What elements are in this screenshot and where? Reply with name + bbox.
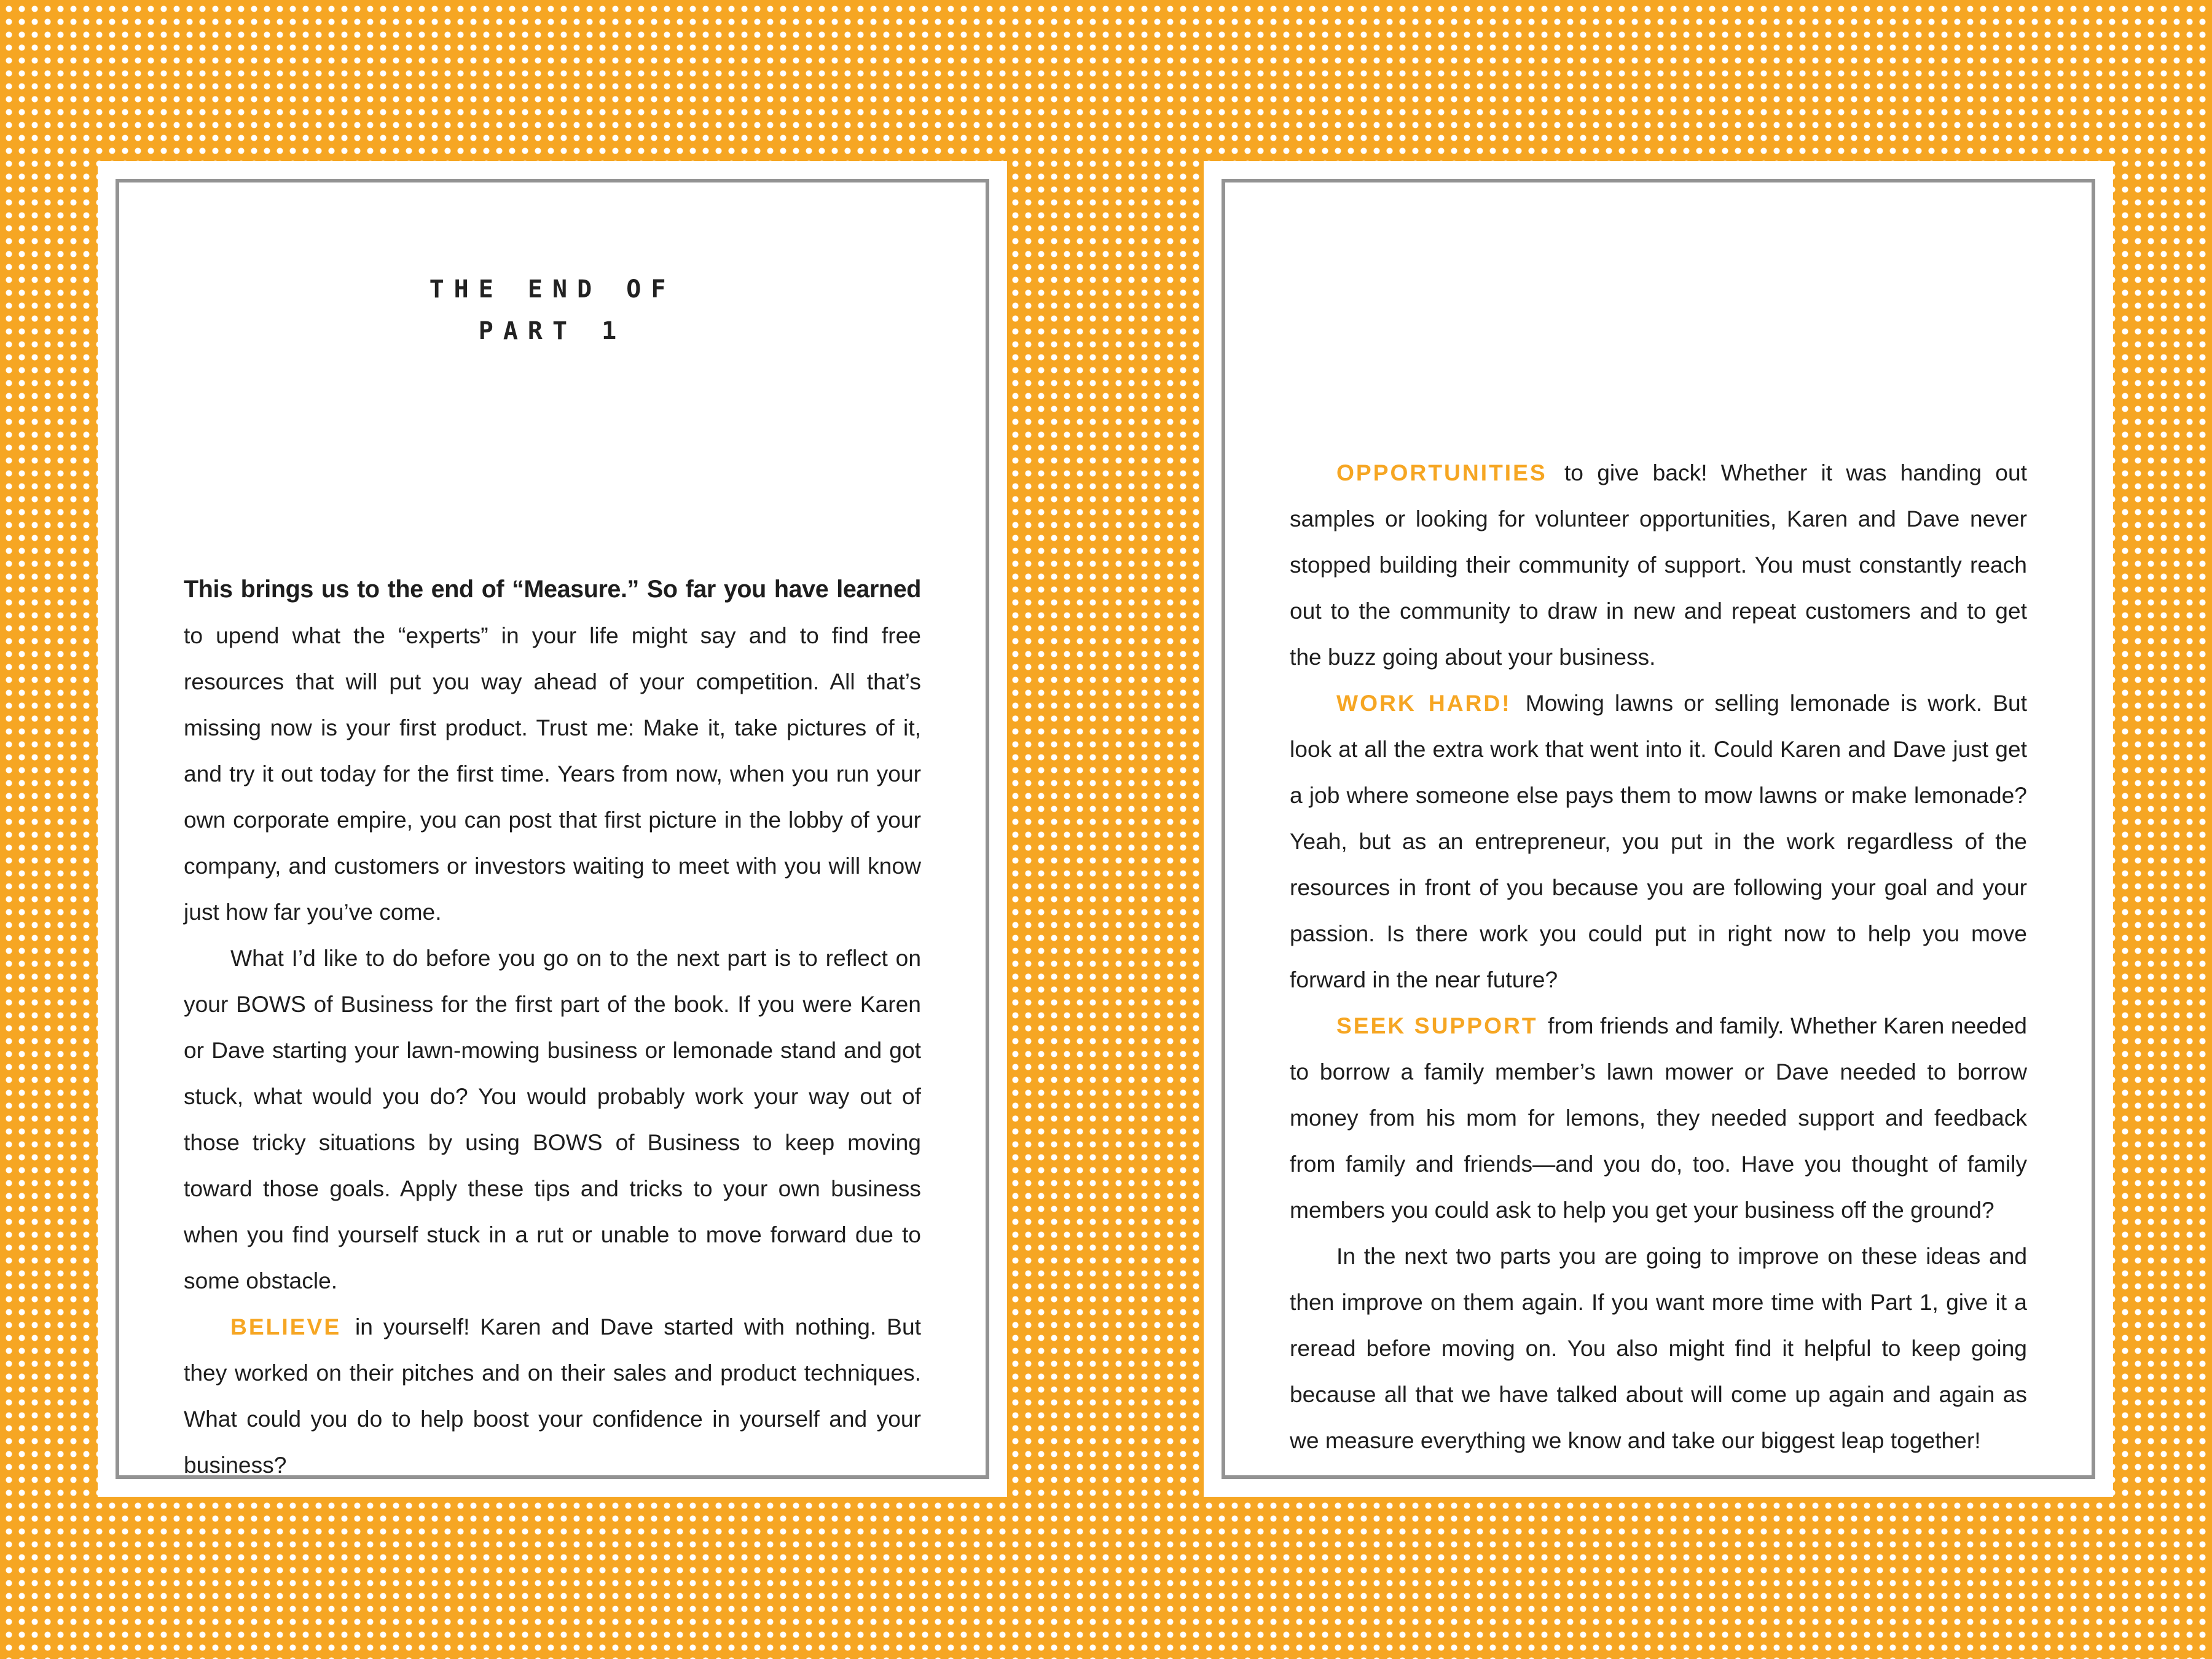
right-page — [1204, 161, 2113, 1497]
keyword-opportunities: OPPORTUNITIES — [1336, 460, 1547, 485]
paragraph-opportunities — [1290, 450, 2027, 680]
paragraph-seek-support — [1290, 1003, 2027, 1233]
paragraph-text: Mowing lawns or selling lemonade is work. But look at all the extra work that went into it. Could Karen and Dave just get a job where someone else pays them to mow lawns or make lemonade? Yeah, but as an entrepreneur, you put in the work regardless of the resources in front of you because you are following your goal and your passion. Is there work you could put in right now to help you move forward in the near future? — [1290, 690, 2028, 992]
keyword-believe: BELIEVE — [230, 1314, 342, 1339]
paragraph-measure-summary — [184, 567, 921, 935]
paragraph-bows-reflection — [184, 935, 921, 1304]
lead-in-text: This brings us to the end of “Measure.” So far you have learned — [184, 576, 921, 603]
paragraph-believe — [184, 1304, 921, 1488]
paragraph-text: to upend what the “experts” in your life might say and to find free resources that will put you way ahead of your competition. All that’s missing now is your first product. Trust me: Make it, take pictures of it, and try it out today for the first time. Years from now, when you run your own corporate empire, you can post that first picture in the lobby of your company, and customers or investors waiting to meet with you will know just how far you’ve come. — [184, 622, 921, 925]
keyword-work-hard: WORK HARD! — [1336, 690, 1512, 716]
keyword-seek-support: SEEK SUPPORT — [1336, 1013, 1538, 1038]
paragraph-text: to give back! Whether it was handing out samples or looking for volunteer opportunities, Karen and Dave never stopped building their community of support. You must constantly reach out to the community to draw in new and repeat customers and to get the buzz going about your business. — [1290, 460, 2027, 670]
paragraph-text: In the next two parts you are going to improve on these ideas and then improve on them again. If you want more time with Part 1, give it a reread before moving on. You also might find it helpful to keep going because all that we have talked about will come up again and again as we measure everything we know and take our biggest leap together! — [1290, 1243, 2027, 1453]
right-page-body — [1290, 450, 2027, 1464]
chapter-end-heading — [184, 269, 921, 352]
paragraph-text: What I’d like to do before you go on to the next part is to reflect on your BOWS of Business for the first part of the book. If you were Karen or Dave starting your lawn-mowing business or lemonade stand and got stuck, what would you do? You would probably work your way out of those tricky situations by using BOWS of Business to keep moving toward those goals. Apply these tips and tricks to your own business when you find yourself stuck in a rut or unable to move forward due to some obstacle. — [184, 945, 921, 1293]
paragraph-work-hard — [1290, 680, 2027, 1003]
heading-line-2: PART 1 — [478, 317, 627, 345]
paragraph-text: in yourself! Karen and Dave started with nothing. But they worked on their pitches and on their sales and product techniques. What could you do to help boost your confidence in yourself and your business? — [184, 1314, 921, 1478]
paragraph-next-parts — [1290, 1233, 2027, 1464]
heading-line-1: THE END OF — [429, 275, 676, 304]
left-page — [98, 161, 1007, 1497]
left-page-body — [184, 567, 921, 1488]
paragraph-text: from friends and family. Whether Karen needed to borrow a family member’s lawn mower or Dave needed to borrow money from his mom for lemons, they needed support and feedback from family and friends—and you do, too. Have you thought of family members you could ask to help you get your business off the ground? — [1290, 1013, 2027, 1223]
